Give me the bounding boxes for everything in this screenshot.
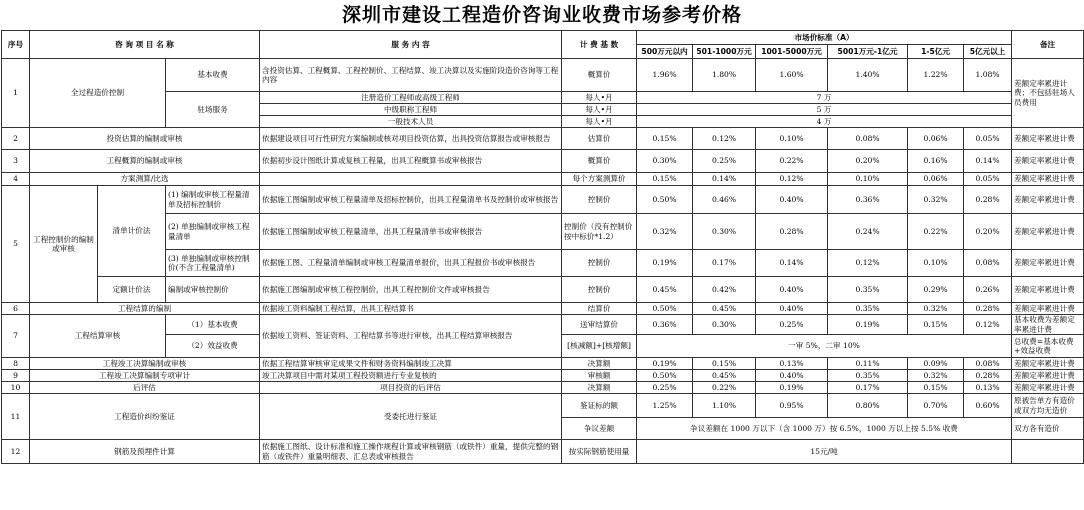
service-content: 含投资估算、工程概算、工程控制价、工程结算、竣工决算以及实施阶段造价咨询等工程内容: [260, 59, 562, 92]
item-name: 工程造价纠纷鉴证: [30, 394, 260, 440]
fee-basis: 决算额: [562, 358, 637, 370]
rate-cell: 0.19%: [637, 358, 693, 370]
table-row: [2, 59, 1084, 92]
header-tier: 500万元以内: [637, 45, 693, 59]
sub-item: （2）效益收费: [166, 335, 260, 358]
table-row: [2, 358, 1084, 370]
rate-cell: 0.28%: [756, 214, 828, 250]
row-no: 10: [2, 382, 30, 394]
rate-cell: 0.08%: [828, 128, 908, 150]
price-cell: 4 万: [637, 116, 1012, 128]
rate-cell: 0.25%: [756, 315, 828, 335]
item-name: 工程竣工决算编制或审核: [30, 358, 260, 370]
item-name: 工程结算的编制: [30, 303, 260, 315]
rate-cell: 0.13%: [964, 382, 1012, 394]
price-cell: 5 万: [637, 104, 1012, 116]
header-tier: 5亿元以上: [964, 45, 1012, 59]
service-content: 依据施工图编制或审核工程量清单及招标控制价，出具工程量清单书及控制价或审核报告: [260, 186, 562, 214]
service-content: [260, 173, 562, 186]
rate-cell: 0.24%: [828, 214, 908, 250]
sub-item: 基本收费: [166, 59, 260, 92]
row-no: 1: [2, 59, 30, 128]
rate-cell: 0.05%: [964, 173, 1012, 186]
table-row: [2, 315, 1084, 335]
rate-cell: 0.20%: [828, 150, 908, 173]
fee-basis: 审核额: [562, 370, 637, 382]
sub-item: 编制或审核控制价: [166, 277, 260, 303]
rate-cell: 0.20%: [964, 214, 1012, 250]
item-name: 投资估算的编制或审核: [30, 128, 260, 150]
service-content: 受委托进行鉴证: [260, 394, 562, 440]
rate-cell: 0.80%: [828, 394, 908, 418]
note-cell: 差额定率累进计费: [1012, 277, 1084, 303]
note-cell: 差额定率累进计费: [1012, 214, 1084, 250]
note-cell: 差额定率累进计费: [1012, 358, 1084, 370]
rate-cell: 0.06%: [908, 128, 964, 150]
row-no: 12: [2, 440, 30, 464]
note-cell: 差额定率累进计费: [1012, 150, 1084, 173]
header-market: 市场价标准（A）: [637, 31, 1012, 45]
service-content: 依据施工图纸、设计标准和施工操作规程计算或审核钢筋（或铁件）重量，提供完整的钢筋（或铁件）重量明细表、汇总表或审核报告: [260, 440, 562, 464]
method-label: 清单计价法: [98, 186, 166, 277]
note-cell: 差额定率累进计费；不包括驻场人员费用: [1012, 59, 1084, 128]
row-no: 4: [2, 173, 30, 186]
header-no: 序号: [2, 31, 30, 59]
service-content: 依据初步设计图纸计算或复核工程量，出具工程概算书或审核报告: [260, 150, 562, 173]
rate-cell: 0.12%: [756, 173, 828, 186]
item-name: 钢筋及预埋件计算: [30, 440, 260, 464]
fee-basis: 概算价: [562, 150, 637, 173]
row-no: 5: [2, 186, 30, 303]
item-name: 工程概算的编制或审核: [30, 150, 260, 173]
header-tier: 5001万元-1亿元: [828, 45, 908, 59]
rate-cell: 0.15%: [637, 128, 693, 150]
service-content: 竣工决算项目中需对某项工程投资额进行专业复核的: [260, 370, 562, 382]
table-row: [2, 128, 1084, 150]
rate-cell: 0.10%: [828, 173, 908, 186]
rate-cell: 0.30%: [693, 214, 756, 250]
rate-cell: 0.30%: [637, 150, 693, 173]
service-content: 依据工程结算审核审定成果文件和财务资料编制竣工决算: [260, 358, 562, 370]
method-label-text: 定额计价法: [112, 284, 151, 294]
rate-cell: 0.14%: [964, 150, 1012, 173]
rate-cell: 0.28%: [964, 186, 1012, 214]
rate-cell: 0.10%: [756, 128, 828, 150]
fee-basis: 每人•月: [562, 116, 637, 128]
page-title: 深圳市建设工程造价咨询业收费市场参考价格: [341, 4, 742, 26]
rate-cell: 0.29%: [908, 277, 964, 303]
price-cell: 一审 5%，二审 10%: [637, 335, 1012, 358]
note-cell: 差额定率累进计费: [1012, 186, 1084, 214]
fee-basis: 按实际钢筋使用量: [562, 440, 637, 464]
rate-cell: 0.12%: [964, 315, 1012, 335]
rate-cell: 0.45%: [693, 303, 756, 315]
service-content: 中级职称工程师: [260, 104, 562, 116]
header-tier: 1001-5000万元: [756, 45, 828, 59]
rate-cell: 0.32%: [908, 370, 964, 382]
note-cell: 总收费=基本收费+效益收费: [1012, 335, 1084, 358]
table-row: [2, 382, 1084, 394]
rate-cell: 1.80%: [693, 59, 756, 92]
fee-basis: 结算价: [562, 303, 637, 315]
price-cell: 7 万: [637, 92, 1012, 104]
rate-cell: 0.22%: [908, 214, 964, 250]
rate-cell: 0.06%: [908, 173, 964, 186]
rate-cell: 0.32%: [637, 214, 693, 250]
sub-item: 驻场服务: [166, 92, 260, 128]
header-basis: 计 费 基 数: [562, 31, 637, 59]
service-content: 依据施工图、工程量清单编制或审核工程量清单报价，出具工程报价书或审核报告: [260, 250, 562, 277]
rate-cell: 0.40%: [756, 277, 828, 303]
service-content: 依据竣工资料、签证资料、工程结算书等进行审核，出具工程结算审核报告: [260, 315, 562, 358]
service-content: 依据竣工资料编制工程结算，出具工程结算书: [260, 303, 562, 315]
table-row: [2, 277, 1084, 303]
note-cell: 原被告单方有造价或双方均无造价: [1012, 394, 1084, 418]
note-cell: 差额定率累进计费: [1012, 382, 1084, 394]
row-no: 9: [2, 370, 30, 382]
rate-cell: 0.17%: [828, 382, 908, 394]
price-table: [1, 30, 1084, 464]
table-row: [2, 150, 1084, 173]
header-item: 咨 询 项 目 名 称: [30, 31, 260, 59]
note-cell: [1012, 440, 1084, 464]
table-row: [2, 186, 1084, 214]
header-tier: 1-5亿元: [908, 45, 964, 59]
rate-cell: 0.35%: [828, 277, 908, 303]
service-content: 注册造价工程师或高级工程师: [260, 92, 562, 104]
rate-cell: 0.15%: [637, 173, 693, 186]
rate-cell: 0.36%: [637, 315, 693, 335]
rate-cell: 0.40%: [756, 303, 828, 315]
fee-basis: 鉴证标的额: [562, 394, 637, 418]
rate-cell: 1.10%: [693, 394, 756, 418]
method-label: [98, 277, 166, 303]
fee-basis: [核减额]+[核增额]: [562, 335, 637, 358]
rate-cell: 0.30%: [693, 315, 756, 335]
rate-cell: 0.15%: [693, 358, 756, 370]
service-content: 依据建设项目可行性研究方案编制或核对项目投资估算，出具投资估算报告或审核报告: [260, 128, 562, 150]
fee-basis: 每人•月: [562, 104, 637, 116]
rate-cell: 1.22%: [908, 59, 964, 92]
note-cell: 基本收费为差额定率累进计费: [1012, 315, 1084, 335]
rate-cell: 0.70%: [908, 394, 964, 418]
rate-cell: 0.13%: [756, 358, 828, 370]
rate-cell: 1.60%: [756, 59, 828, 92]
price-cell: 争议差额在 1000 万以下（含 1000 万）按 6.5%，1000 万以上按 5.5% 收费: [637, 418, 1012, 440]
rate-cell: 0.22%: [693, 382, 756, 394]
rate-cell: 0.40%: [756, 370, 828, 382]
item-name: 全过程造价控制: [30, 59, 166, 128]
table-row: [2, 303, 1084, 315]
rate-cell: 0.19%: [828, 315, 908, 335]
fee-basis: 争议差额: [562, 418, 637, 440]
row-no: 8: [2, 358, 30, 370]
sub-item: (3) 单独编制或审核控制价(不含工程量清单): [166, 250, 260, 277]
row-no: 6: [2, 303, 30, 315]
rate-cell: 0.17%: [693, 250, 756, 277]
rate-cell: 0.50%: [637, 370, 693, 382]
rate-cell: 0.46%: [693, 186, 756, 214]
rate-cell: 0.50%: [637, 186, 693, 214]
fee-basis: 控制价（没有控制价按中标价*1.2）: [562, 214, 637, 250]
row-no: 2: [2, 128, 30, 150]
rate-cell: 0.95%: [756, 394, 828, 418]
header-row: [2, 31, 1084, 45]
rate-cell: 0.15%: [908, 382, 964, 394]
item-name: 工程结算审核: [30, 315, 166, 358]
fee-basis: 送审结算价: [562, 315, 637, 335]
price-cell: 15元/吨: [637, 440, 1012, 464]
rate-cell: 0.25%: [693, 150, 756, 173]
rate-cell: 0.36%: [828, 186, 908, 214]
fee-basis: 控制价: [562, 277, 637, 303]
rate-cell: 0.16%: [908, 150, 964, 173]
rate-cell: 0.22%: [756, 150, 828, 173]
sub-item: （1）基本收费: [166, 315, 260, 335]
rate-cell: 0.10%: [908, 250, 964, 277]
item-name: 方案测算/比选: [30, 173, 260, 186]
note-cell: 双方各有造价: [1012, 418, 1084, 440]
row-no: 11: [2, 394, 30, 440]
item-name: 工程竣工决算编制专项审计: [30, 370, 260, 382]
fee-basis: 估算价: [562, 128, 637, 150]
item-name: 工程控制价的编制或审核: [30, 186, 98, 303]
fee-basis: 每人•月: [562, 92, 637, 104]
row-no: 7: [2, 315, 30, 358]
fee-basis: 概算价: [562, 59, 637, 92]
rate-cell: 0.08%: [964, 358, 1012, 370]
fee-basis: 决算额: [562, 382, 637, 394]
rate-cell: 0.19%: [756, 382, 828, 394]
rate-cell: 0.60%: [964, 394, 1012, 418]
rate-cell: 0.50%: [637, 303, 693, 315]
sub-item: (2) 单独编制或审核工程量清单: [166, 214, 260, 250]
header-content: 服 务 内 容: [260, 31, 562, 59]
row-no: 3: [2, 150, 30, 173]
item-name: 后评估: [30, 382, 260, 394]
note-cell: 差额定率累进计费: [1012, 370, 1084, 382]
rate-cell: 1.40%: [828, 59, 908, 92]
rate-cell: 0.12%: [693, 128, 756, 150]
table-row: [2, 394, 1084, 418]
note-cell: 差额定率累进计费: [1012, 128, 1084, 150]
sub-item: (1) 编制或审核工程量清单及招标控制价: [166, 186, 260, 214]
rate-cell: 0.40%: [756, 186, 828, 214]
rate-cell: 0.19%: [637, 250, 693, 277]
service-content: 依据施工图编制或审核工程量清单，出具工程量清单书或审核报告: [260, 214, 562, 250]
rate-cell: 0.32%: [908, 186, 964, 214]
rate-cell: 0.14%: [693, 173, 756, 186]
rate-cell: 0.28%: [964, 370, 1012, 382]
table-row: [2, 370, 1084, 382]
rate-cell: 0.15%: [908, 315, 964, 335]
rate-cell: 0.09%: [908, 358, 964, 370]
header-note: 备注: [1012, 31, 1084, 59]
rate-cell: 0.28%: [964, 303, 1012, 315]
rate-cell: 0.14%: [756, 250, 828, 277]
note-cell: 差额定率累进计费: [1012, 250, 1084, 277]
rate-cell: 0.25%: [637, 382, 693, 394]
rate-cell: 0.11%: [828, 358, 908, 370]
rate-cell: 0.35%: [828, 303, 908, 315]
service-content: 依据施工图编制或审核工程控制价，出具工程控制价文件或审核报告: [260, 277, 562, 303]
rate-cell: 0.42%: [693, 277, 756, 303]
fee-basis: 控制价: [562, 250, 637, 277]
note-cell: 差额定率累进计费: [1012, 303, 1084, 315]
rate-cell: 0.08%: [964, 250, 1012, 277]
rate-cell: 0.12%: [828, 250, 908, 277]
rate-cell: 1.08%: [964, 59, 1012, 92]
service-content: 项目投资的后评估: [260, 382, 562, 394]
table-row: [2, 173, 1084, 186]
rate-cell: 0.26%: [964, 277, 1012, 303]
service-content: 一般技术人员: [260, 116, 562, 128]
rate-cell: 0.45%: [637, 277, 693, 303]
fee-basis: 每个方案测算价: [562, 173, 637, 186]
rate-cell: 0.35%: [828, 370, 908, 382]
note-cell: 差额定率累进计费: [1012, 173, 1084, 186]
rate-cell: 0.32%: [908, 303, 964, 315]
rate-cell: 1.96%: [637, 59, 693, 92]
rate-cell: 1.25%: [637, 394, 693, 418]
header-tier: 501-1000万元: [693, 45, 756, 59]
table-row: [2, 440, 1084, 464]
fee-basis: 控制价: [562, 186, 637, 214]
rate-cell: 0.05%: [964, 128, 1012, 150]
rate-cell: 0.45%: [693, 370, 756, 382]
